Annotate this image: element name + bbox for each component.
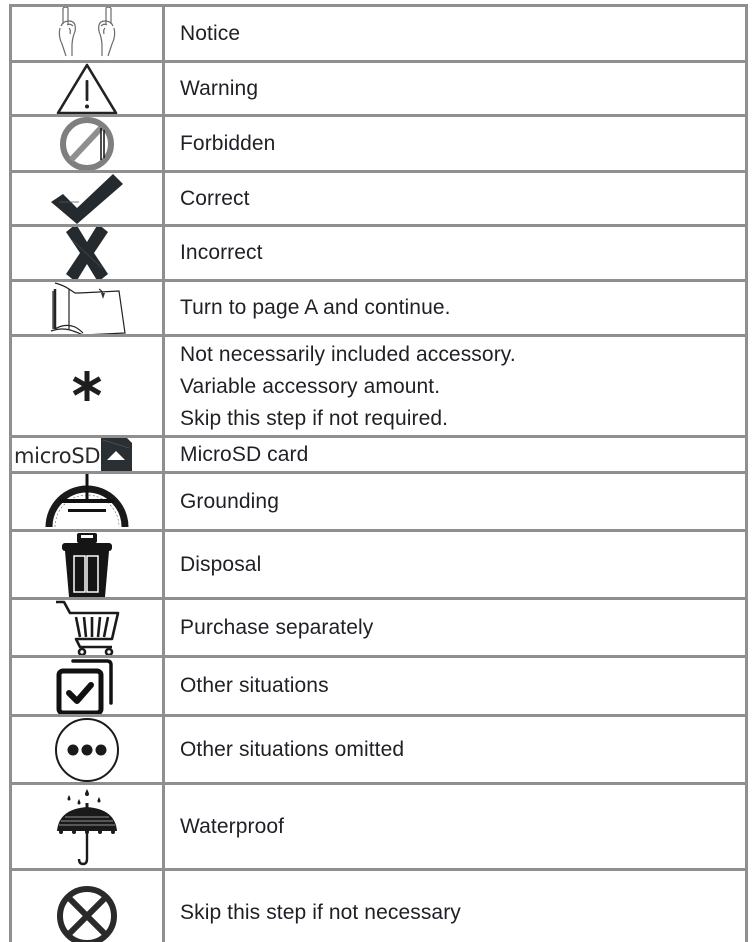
table-row bbox=[12, 438, 745, 474]
icon-cell bbox=[12, 117, 165, 170]
icon-cell bbox=[12, 63, 165, 114]
ellipsis-circle-icon bbox=[53, 718, 121, 782]
table-row bbox=[12, 871, 745, 942]
stacked-checkbox-icon bbox=[55, 658, 119, 714]
open-book-icon bbox=[47, 282, 127, 334]
table-row bbox=[12, 117, 745, 173]
table-row bbox=[12, 227, 745, 282]
circled-x-icon bbox=[56, 885, 118, 942]
description-text: Skip this step if not required. bbox=[180, 407, 449, 430]
description-text: Notice bbox=[180, 21, 241, 45]
description-cell bbox=[165, 600, 745, 655]
description-cell bbox=[165, 438, 745, 471]
icon-cell bbox=[12, 438, 165, 471]
table-row bbox=[12, 658, 745, 717]
description-text: Other situations omitted bbox=[180, 737, 405, 761]
icon-cell bbox=[12, 337, 165, 435]
microsd-icon bbox=[12, 438, 162, 471]
symbol-legend-table bbox=[9, 4, 748, 942]
icon-cell bbox=[12, 532, 165, 597]
icon-cell bbox=[12, 7, 165, 60]
icon-cell bbox=[12, 717, 165, 782]
description-text: Other situations bbox=[180, 674, 329, 697]
icon-cell bbox=[12, 227, 165, 279]
description-text: Skip this step if not necessary bbox=[180, 901, 461, 924]
description-cell bbox=[165, 117, 745, 170]
description-cell bbox=[165, 532, 745, 597]
icon-cell bbox=[12, 658, 165, 714]
description-text: Variable accessory amount. bbox=[180, 375, 441, 398]
table-row bbox=[12, 532, 745, 600]
table-row bbox=[12, 337, 745, 438]
checkmark-icon bbox=[49, 173, 125, 224]
description-cell bbox=[165, 658, 745, 714]
table-row bbox=[12, 785, 745, 871]
notice-hands-icon bbox=[55, 7, 119, 60]
description-cell bbox=[165, 227, 745, 279]
cross-icon bbox=[62, 227, 112, 279]
asterisk-icon bbox=[70, 369, 104, 403]
forbidden-circle-icon bbox=[57, 117, 117, 170]
icon-cell bbox=[12, 871, 165, 942]
umbrella-rain-icon bbox=[55, 787, 119, 867]
table-row bbox=[12, 474, 745, 532]
table-row bbox=[12, 717, 745, 785]
table-row bbox=[12, 7, 745, 63]
description-cell bbox=[165, 63, 745, 114]
description-cell bbox=[165, 474, 745, 529]
description-text: Warning bbox=[180, 76, 259, 100]
description-text: Not necessarily included accessory. bbox=[180, 343, 516, 366]
table-row bbox=[12, 600, 745, 658]
description-cell bbox=[165, 871, 745, 942]
sd-card-icon bbox=[101, 438, 132, 471]
description-text: Incorrect bbox=[180, 241, 263, 264]
description-text: Forbidden bbox=[180, 131, 276, 155]
shopping-cart-icon bbox=[54, 600, 120, 655]
description-cell bbox=[165, 7, 745, 60]
description-text: Waterproof bbox=[180, 814, 285, 838]
description-text: Purchase separately bbox=[180, 615, 374, 639]
warning-triangle-icon bbox=[55, 63, 119, 114]
grounding-icon bbox=[45, 474, 129, 529]
disposal-bin-icon bbox=[57, 532, 117, 597]
table-row bbox=[12, 63, 745, 117]
description-cell bbox=[165, 173, 745, 224]
microsd-icon-label: microSD bbox=[14, 444, 101, 468]
icon-cell bbox=[12, 282, 165, 334]
description-cell bbox=[165, 337, 745, 435]
description-text: MicroSD card bbox=[180, 442, 309, 466]
description-cell bbox=[165, 717, 745, 782]
icon-cell bbox=[12, 474, 165, 529]
description-text: Turn to page A and continue. bbox=[180, 296, 451, 319]
description-text: Grounding bbox=[180, 489, 279, 513]
description-cell bbox=[165, 785, 745, 868]
description-cell bbox=[165, 282, 745, 334]
description-text: Correct bbox=[180, 186, 250, 210]
icon-cell bbox=[12, 600, 165, 655]
table-row bbox=[12, 282, 745, 337]
description-text: Disposal bbox=[180, 552, 262, 576]
table-row bbox=[12, 173, 745, 227]
icon-cell bbox=[12, 785, 165, 868]
icon-cell bbox=[12, 173, 165, 224]
